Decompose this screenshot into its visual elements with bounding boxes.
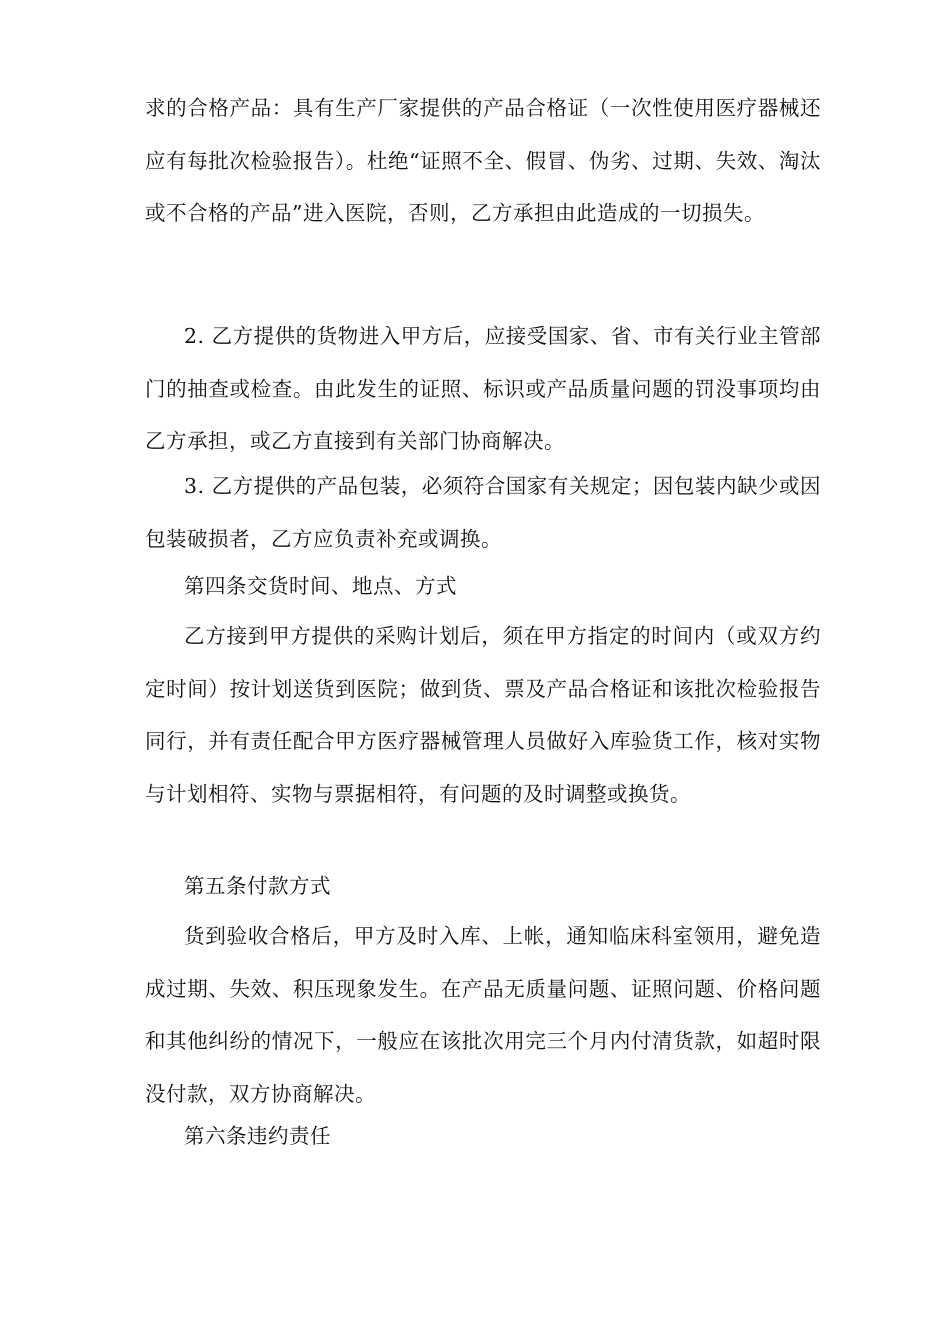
- section-heading-article-4: 第四条交货时间、地点、方式: [184, 574, 457, 598]
- paragraph-clause-3: 3. 乙方提供的产品包装，必须符合国家有关规定；因包装内缺少或因包装破损者，乙方应负责补充或调换。: [145, 474, 821, 551]
- paragraph-delivery: 乙方接到甲方提供的采购计划后，须在甲方指定的时间内（或双方约定时间）按计划送货到医院；做到货、票及产品合格证和该批次检验报告同行，并有责任配合甲方医疗器械管理人员做好入库验货工作，核对实物与计划相符、实物与票据相符，有问题的及时调整或换货。: [145, 624, 821, 806]
- section-heading-article-5: 第五条付款方式: [184, 874, 331, 898]
- paragraph-clause-2: 2. 乙方提供的货物进入甲方后，应接受国家、省、市有关行业主管部门的抽查或检查。由此发生的证照、标识或产品质量问题的罚没事项均由乙方承担，或乙方直接到有关部门协商解决。: [145, 324, 821, 453]
- paragraph-payment: 货到验收合格后，甲方及时入库、上帐，通知临床科室领用，避免造成过期、失效、积压现象发生。在产品无质量问题、证照问题、价格问题和其他纠纷的情况下，一般应在该批次用完三个月内付清货款，如超时限没付款，双方协商解决。: [145, 924, 821, 1106]
- section-heading-article-6: 第六条违约责任: [184, 1124, 331, 1148]
- paragraph-product-requirements: 求的合格产品：具有生产厂家提供的产品合格证（一次性使用医疗器械还应有每批次检验报告）。杜绝“证照不全、假冒、伪劣、过期、失效、淘汰或不合格的产品”进入医院，否则，乙方承担由此造成的一切损失。: [145, 96, 821, 225]
